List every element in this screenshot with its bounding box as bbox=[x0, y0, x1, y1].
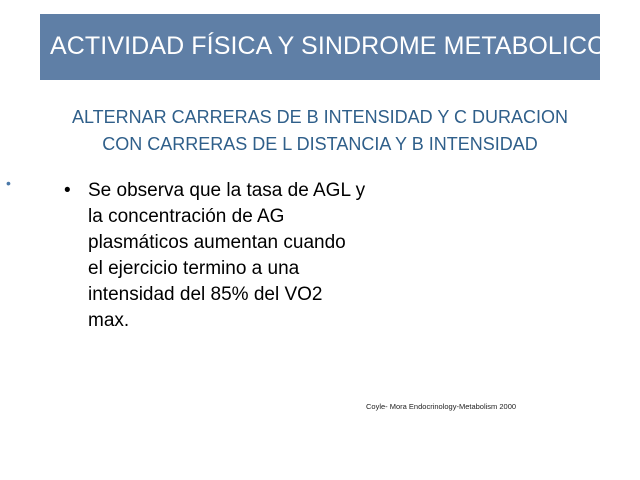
slide-title: ACTIVIDAD FÍSICA Y SINDROME METABOLICO bbox=[50, 32, 607, 60]
title-bar bbox=[40, 14, 607, 80]
bullet-text-line: max. bbox=[88, 310, 130, 331]
bullet-text-line: la concentración de AG bbox=[88, 206, 285, 227]
bullet-text bbox=[88, 178, 365, 334]
bullet-text-line: intensidad del 85% del VO2 bbox=[88, 284, 323, 305]
subtitle-line: ALTERNAR CARRERAS DE B INTENSIDAD Y C DURACION bbox=[71, 107, 569, 127]
bullet-text-line: Se observa que la tasa de AGL y bbox=[88, 180, 366, 201]
bullet-icon: • bbox=[64, 180, 71, 201]
citation: Coyle- Mora Endocrinology-Metabolism 2000 bbox=[366, 402, 517, 411]
stray-bullet-dot: • bbox=[6, 175, 11, 191]
bullet-text-line: plasmáticos aumentan cuando bbox=[88, 232, 346, 253]
subtitle-line: CON CARRERAS DE L DISTANCIA Y B INTENSIDAD bbox=[102, 134, 538, 154]
bullet-text-line: el ejercicio termino a una bbox=[88, 258, 300, 279]
slide-subtitle bbox=[40, 104, 600, 158]
